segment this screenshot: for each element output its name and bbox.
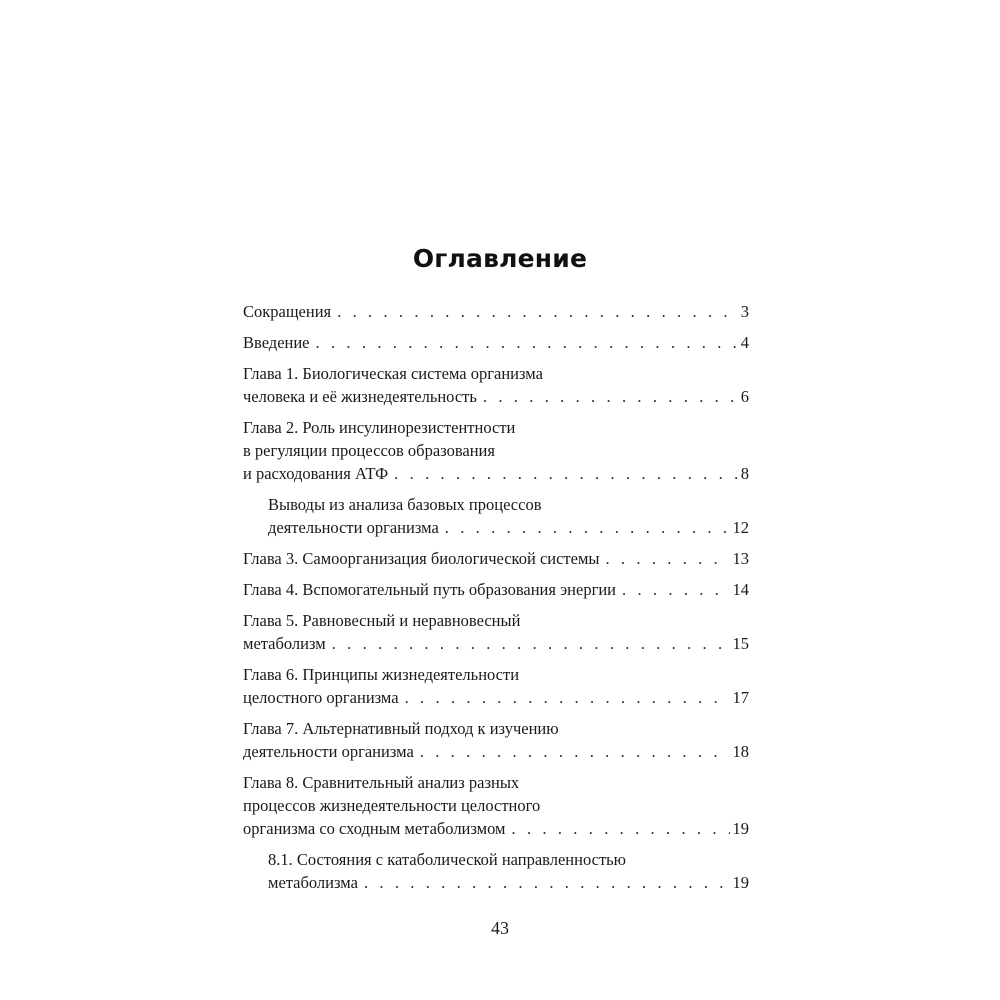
toc-entry-line bbox=[243, 300, 749, 323]
toc-entry[interactable] bbox=[243, 300, 749, 323]
toc-entry-text: Глава 2. Роль инсулинорезистентности bbox=[243, 418, 516, 437]
page-title: Оглавление bbox=[412, 244, 588, 273]
toc-entry-line bbox=[243, 817, 749, 840]
dot-leader bbox=[394, 462, 738, 485]
toc-page-number: 3 bbox=[740, 302, 749, 321]
toc-entry-text: Введение bbox=[243, 333, 310, 352]
toc-entry-text: деятельности организма bbox=[243, 742, 414, 761]
dot-leader bbox=[364, 871, 730, 894]
toc-page-number: 19 bbox=[732, 873, 749, 892]
toc-entry-line bbox=[243, 578, 749, 601]
toc-page-number: 13 bbox=[732, 549, 749, 568]
toc-entry-text: человека и её жизнедеятельность bbox=[243, 387, 477, 406]
toc-entry-line bbox=[268, 516, 749, 539]
toc-entry[interactable] bbox=[243, 609, 749, 655]
dot-leader bbox=[605, 547, 729, 570]
toc-entry-text: целостного организма bbox=[243, 688, 399, 707]
toc-entry-text: деятельности организма bbox=[268, 518, 439, 537]
toc-subentry[interactable] bbox=[243, 493, 749, 539]
toc-entry-line bbox=[243, 740, 749, 763]
dot-leader bbox=[445, 516, 730, 539]
toc-entry-text: Глава 5. Равновесный и неравновесный bbox=[243, 611, 521, 630]
toc-entry-line bbox=[243, 385, 749, 408]
toc-entry[interactable] bbox=[243, 362, 749, 408]
toc-entry-text: Глава 4. Вспомогательный путь образования энергии bbox=[243, 580, 617, 599]
toc-entry-text: 8.1. Состояния с катаболической направленностью bbox=[268, 850, 627, 869]
toc-subentry[interactable] bbox=[243, 848, 749, 894]
toc-entry[interactable] bbox=[243, 416, 749, 485]
table-of-contents bbox=[243, 300, 749, 902]
toc-entry-text: Сокращения bbox=[243, 302, 332, 321]
dot-leader bbox=[622, 578, 729, 601]
toc-entry-text: процессов жизнедеятельности целостного bbox=[243, 796, 541, 815]
toc-entry-line bbox=[243, 632, 749, 655]
dot-leader bbox=[420, 740, 730, 763]
toc-entry[interactable] bbox=[243, 771, 749, 840]
dot-leader bbox=[405, 686, 730, 709]
dot-leader bbox=[483, 385, 738, 408]
toc-entry-text: метаболизма bbox=[268, 873, 358, 892]
toc-entry-line bbox=[243, 462, 749, 485]
toc-entry-text: Глава 7. Альтернативный подход к изучению bbox=[243, 719, 559, 738]
toc-page-number: 4 bbox=[740, 333, 749, 352]
toc-page-number: 18 bbox=[732, 742, 749, 761]
toc-entry-line bbox=[243, 331, 749, 354]
toc-page-number: 6 bbox=[740, 387, 749, 406]
dot-leader bbox=[332, 632, 730, 655]
toc-entry-text: организма со сходным метаболизмом bbox=[243, 819, 506, 838]
toc-entry-line bbox=[268, 871, 749, 894]
toc-page-number: 19 bbox=[732, 819, 749, 838]
toc-entry-text: и расходования АТФ bbox=[243, 464, 389, 483]
toc-entry[interactable] bbox=[243, 547, 749, 570]
toc-page-number: 14 bbox=[732, 580, 749, 599]
toc-entry-text: Глава 8. Сравнительный анализ разных bbox=[243, 773, 520, 792]
toc-page-number: 15 bbox=[732, 634, 749, 653]
toc-entry-text: Глава 3. Самоорганизация биологической системы bbox=[243, 549, 600, 568]
dot-leader bbox=[316, 331, 738, 354]
toc-entry-line bbox=[243, 686, 749, 709]
toc-entry-text: метаболизм bbox=[243, 634, 326, 653]
toc-page-number: 8 bbox=[740, 464, 749, 483]
toc-entry[interactable] bbox=[243, 663, 749, 709]
toc-entry-text: Глава 1. Биологическая система организма bbox=[243, 364, 543, 383]
toc-entry[interactable] bbox=[243, 578, 749, 601]
toc-entry-line bbox=[243, 547, 749, 570]
dot-leader bbox=[337, 300, 738, 323]
page-number: 43 bbox=[491, 918, 509, 938]
toc-page-number: 12 bbox=[732, 518, 749, 537]
toc-page-number: 17 bbox=[732, 688, 749, 707]
toc-entry-text: в регуляции процессов образования bbox=[243, 441, 495, 460]
toc-entry[interactable] bbox=[243, 717, 749, 763]
dot-leader bbox=[512, 817, 730, 840]
toc-entry[interactable] bbox=[243, 331, 749, 354]
toc-entry-text: Глава 6. Принципы жизнедеятельности bbox=[243, 665, 520, 684]
toc-entry-text: Выводы из анализа базовых процессов bbox=[268, 495, 542, 514]
